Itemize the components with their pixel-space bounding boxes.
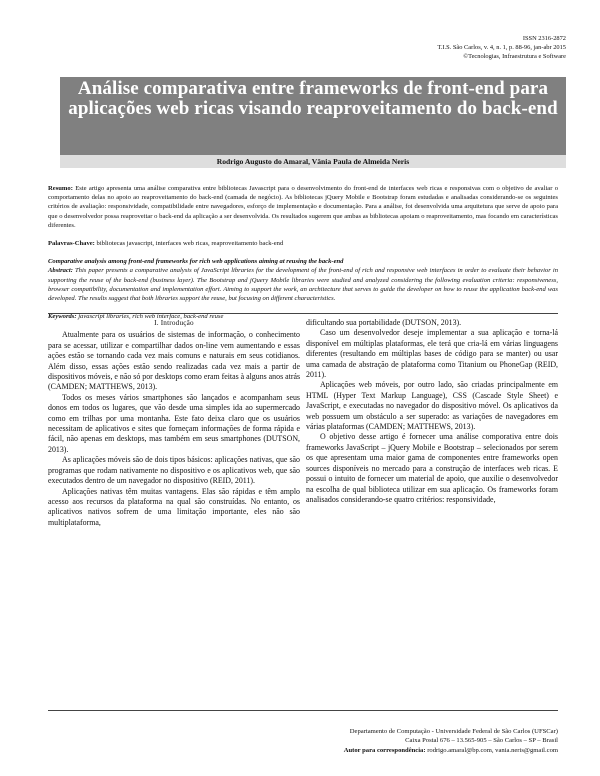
correspondence-label: Autor para correspondência: [343,746,426,754]
abstract-text: This paper presents a comparative analysis of JavaScript libraries for the development of the front-end of rich and responsive web interfaces in order to evaluate their behavior in supporting the reuse of the back-end (business layer). The Bootstrap and jQuery Mobile libraries were studied and analyzed considering the following evaluation criteria: responsiveness, browser compatibility, documentation and implementation effort. Aiming to support the work, an architecture that serves to guide the developer on how to reuse the application back-end was developed. The results suggest that both libraries support the reuse, but focusing on different characteristics. [48,267,558,303]
authors: Rodrigo Augusto do Amaral, Vânia Paula de Almeida Neris [60,155,566,168]
keywords-text: javascript libraries, rich web interface, back-end reuse [76,313,224,321]
resumo-label: Resumo: [48,185,73,192]
english-abstract [48,266,558,303]
paragraph: Caso um desenvolvedor deseje implementar a sua aplicação e torna-lá disponível em múltiplas plataformas, ele terá que cria-lá em várias linguagens diferentes (resultando em múltiplas bases de código para se manter) ou usar uma camada de abstração de plataforma como Titanium ou PhoneGap (REID, 2011). [306,328,558,380]
english-title: Comparative analysis among front-end frameworks for rich web applications aiming at reusing the back-end [48,258,344,266]
palavras-label: Palavras-Chave: [48,240,95,248]
divider-top [48,313,558,314]
palavras-chave [48,239,558,248]
paragraph: As aplicações móveis são de dois tipos básicos: aplicações nativas, que são programas que rodam nativamente no dispositivo e os aplicativos web, que são executados dentro de um navegador no dispositivo (REID, 2011). [48,455,300,486]
footer [344,727,558,755]
left-column [48,318,300,528]
copyright: ©Tecnologias, Infraestrutura e Software [463,53,566,60]
keywords-label: Keywords: [48,313,77,321]
paper-title: Análise comparativa entre frameworks de front-end para aplicações web ricas visando reaproveitamento do back-end [68,78,558,119]
journal-header [437,34,566,61]
citation: T.I.S. São Carlos, v. 4, n. 1, p. 88-96, jan-abr 2015 [437,44,566,51]
resumo [48,184,558,230]
abstract-label: Abstract: [48,267,73,275]
footer-address: Caixa Postal 676 – 13.565-905 – São Carlos – SP – Brasil [405,737,558,745]
resumo-text: Este artigo apresenta uma análise comparativa entre bibliotecas Javascript para o desenvolvimento do front-end de interfaces web ricas e responsivas com o objetivo de avaliar o comportamento delas no apoio ao reaproveitamento do back-end (camada de negócio). As bibliotecas jQuery Mobile e Bootstrap foram estudadas e analisadas considerando-se os seguintes critérios de avaliação: responsividade, compatibilidade entre navegadores, esforço de implementação e documentação. Para a análise, foi desenvolvida uma arquitetura que serve de apoio para que o desenvolvedor possa reaproveitar o back-end da aplicação a ser desenvolvida. Os resultados sugerem que ambas as bibliotecas apoiam o reaproveitamento, mas focando em características diferentes. [48,185,558,229]
divider-bottom [48,710,558,711]
palavras-text: bibliotecas javascript, interfaces web ricas, reaproveitamento back-end [94,240,284,248]
footer-correspondence [344,746,558,755]
paragraph: Aplicações web móveis, por outro lado, são criadas principalmente em HTML (Hyper Text Markup Language), CSS (Cascade Style Sheet) e JavaScript, e executadas no navegador do dispositivo móvel. Os aplicativos da web possuem um obstáculo a ser superado: as variações de navegadores em várias plataformas (CAMDEN; MATTHEWS, 2013). [306,380,558,432]
right-column [306,318,558,505]
paragraph: Todos os meses vários smartphones são lançados e acompanham seus donos em todos os lugares, que vão desde uma simples ida ao supermercado como em trilhas por uma montanha. Este fato deixa claro que os usuários necessitam de aplicativos e sites que forneçam informações de forma rápida e fácil, não apenas em desktops, mas também em seus smartphones (DUTSON, 2013). [48,392,300,454]
paragraph: dificultando sua portabilidade (DUTSON, 2013). [306,318,462,327]
paragraph: O objetivo desse artigo é fornecer uma análise comporativa entre dois frameworks JavaScript – jQuery Mobile e Bootstrap – selecionados por serem os que apresentam uma maior gama de componentes entre frameworks open sources disponíveis no mercado para a construção de interfaces web ricas. E possui o intuito de fornecer um material de apoio, que auxilie o desenvolvedor na escolha de qual biblioteca utilizar em sua aplicação. Os frameworks foram analisados considerando-se quatro critérios: responsividade, [306,432,558,504]
section-heading: I. Introdução [154,319,194,327]
issn: ISSN 2316-2872 [522,35,566,42]
paragraph: Atualmente para os usuários de sistemas de informação, o conhecimento para se acessar, utilizar e compartilhar dados on-line vem aumentando e essas ações estão se tornando cada vez mais comuns e naturais em seus cotidianos. Além disso, essas ações estão sendo realizadas cada vez mais a partir de dispositivos móveis, e não só por desktops como eram feitas à alguns anos atrás (CAMDEN; MATTHEWS, 2013). [48,330,301,392]
abstract-section [48,184,558,330]
correspondence-emails: rodrigo.amaral@bp.com, vania.neris@gmail.com [425,746,558,754]
title-band [60,77,566,155]
paragraph: Aplicações nativas têm muitas vantagens. Elas são rápidas e têm amplo acesso aos recursos da plataforma na qual são construídas. No entanto, os aplicativos nativos sofrem de uma limitação importante, eles não são multiplataforma, [48,486,300,527]
footer-dept: Departamento de Computação - Universidade Federal de São Carlos (UFSCar) [349,728,558,735]
